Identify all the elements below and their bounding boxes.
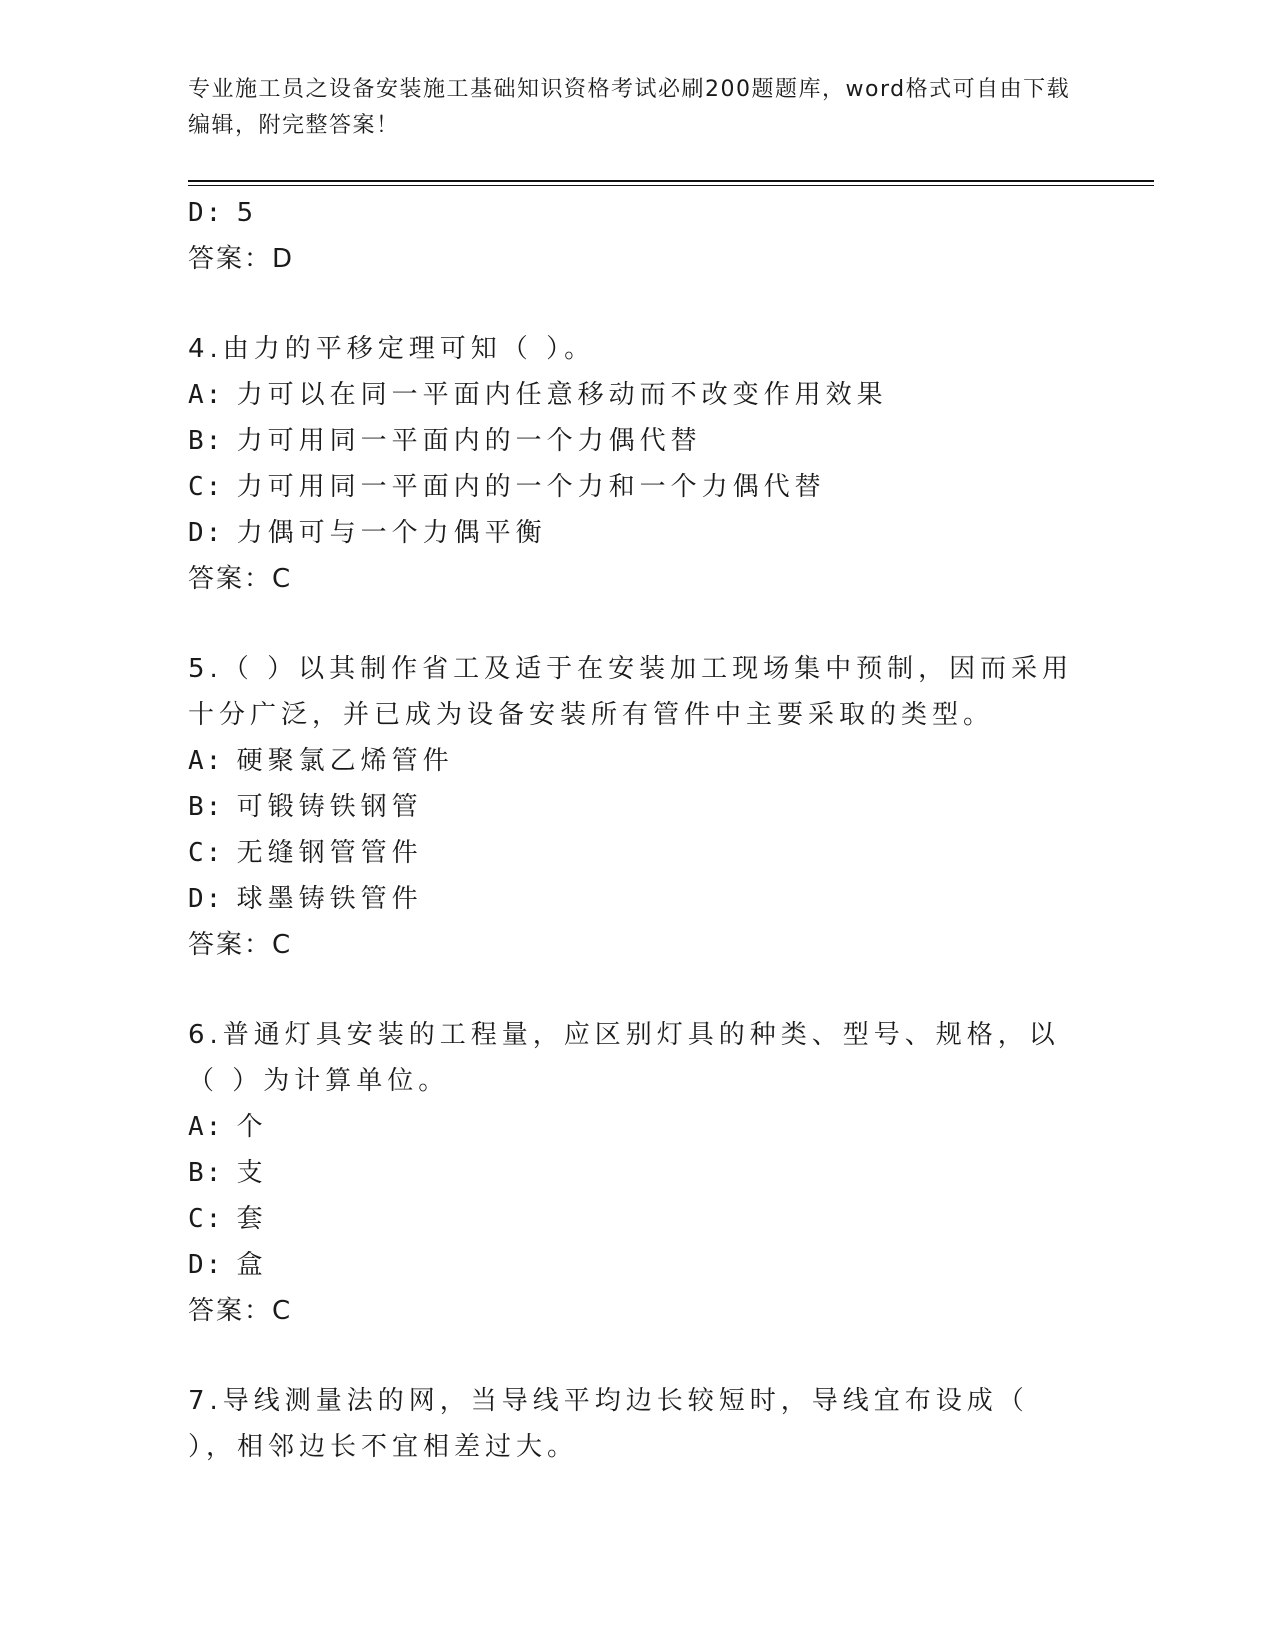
header-divider-thin — [188, 185, 1154, 186]
document-header-title: 专业施工员之设备安装施工基础知识资格考试必刷200题题库，word格式可自由下载编辑，附完整答案！ — [188, 77, 1071, 138]
answer-line: 答案：D — [188, 244, 295, 274]
option-text: 个 — [236, 1112, 268, 1142]
option-letter: C: — [188, 472, 224, 502]
option-letter: C: — [188, 838, 224, 868]
option-letter: D: — [188, 518, 224, 548]
answer-line: 答案：C — [188, 1296, 293, 1326]
option-text: 支 — [236, 1158, 268, 1188]
option-a — [188, 738, 1088, 784]
option-text: 力偶可与一个力偶平衡 — [236, 518, 547, 548]
question-list — [188, 190, 1088, 1470]
question-stem: 5.（ ）以其制作省工及适于在安装加工现场集中预制，因而采用十分广泛，并已成为设备安装所有管件中主要采取的类型。 — [188, 654, 1074, 730]
option-b — [188, 1150, 1088, 1196]
option-text: 5 — [236, 198, 259, 228]
option-letter: A: — [188, 1112, 224, 1142]
option-text: 力可以在同一平面内任意移动而不改变作用效果 — [236, 380, 888, 410]
option-c — [188, 1196, 1088, 1242]
question-6 — [188, 1012, 1088, 1334]
option-b — [188, 418, 1088, 464]
option-letter: B: — [188, 426, 224, 456]
option-a — [188, 1104, 1088, 1150]
option-d — [188, 876, 1088, 922]
option-text: 可锻铸铁钢管 — [236, 792, 423, 822]
option-letter: D: — [188, 198, 224, 228]
option-text: 力可用同一平面内的一个力和一个力偶代替 — [236, 472, 826, 502]
option-letter: C: — [188, 1204, 224, 1234]
question-stem: 4.由力的平移定理可知（ ）。 — [188, 334, 596, 364]
option-letter: B: — [188, 1158, 224, 1188]
option-letter: D: — [188, 1250, 224, 1280]
question-stem: 6.普通灯具安装的工程量，应区别灯具的种类、型号、规格，以（ ）为计算单位。 — [188, 1020, 1060, 1096]
option-text: 力可用同一平面内的一个力偶代替 — [236, 426, 702, 456]
option-d — [188, 1242, 1088, 1288]
option-text: 套 — [236, 1204, 268, 1234]
option-d — [188, 510, 1088, 556]
option-d — [188, 190, 1088, 236]
option-letter: A: — [188, 380, 224, 410]
question-7 — [188, 1378, 1088, 1470]
option-a — [188, 372, 1088, 418]
option-letter: D: — [188, 884, 224, 914]
option-b — [188, 784, 1088, 830]
option-c — [188, 830, 1088, 876]
header-divider-thick — [188, 180, 1154, 182]
option-text: 球墨铸铁管件 — [236, 884, 423, 914]
question-5 — [188, 646, 1088, 968]
question-4 — [188, 326, 1088, 602]
question-3-tail — [188, 190, 1088, 282]
answer-line: 答案：C — [188, 930, 293, 960]
option-text: 盒 — [236, 1250, 268, 1280]
option-text: 硬聚氯乙烯管件 — [236, 746, 454, 776]
option-c — [188, 464, 1088, 510]
answer-line: 答案：C — [188, 564, 293, 594]
option-text: 无缝钢管管件 — [236, 838, 423, 868]
option-letter: B: — [188, 792, 224, 822]
option-letter: A: — [188, 746, 224, 776]
question-stem: 7.导线测量法的网，当导线平均边长较短时，导线宜布设成（ ），相邻边长不宜相差过大。 — [188, 1386, 1029, 1462]
